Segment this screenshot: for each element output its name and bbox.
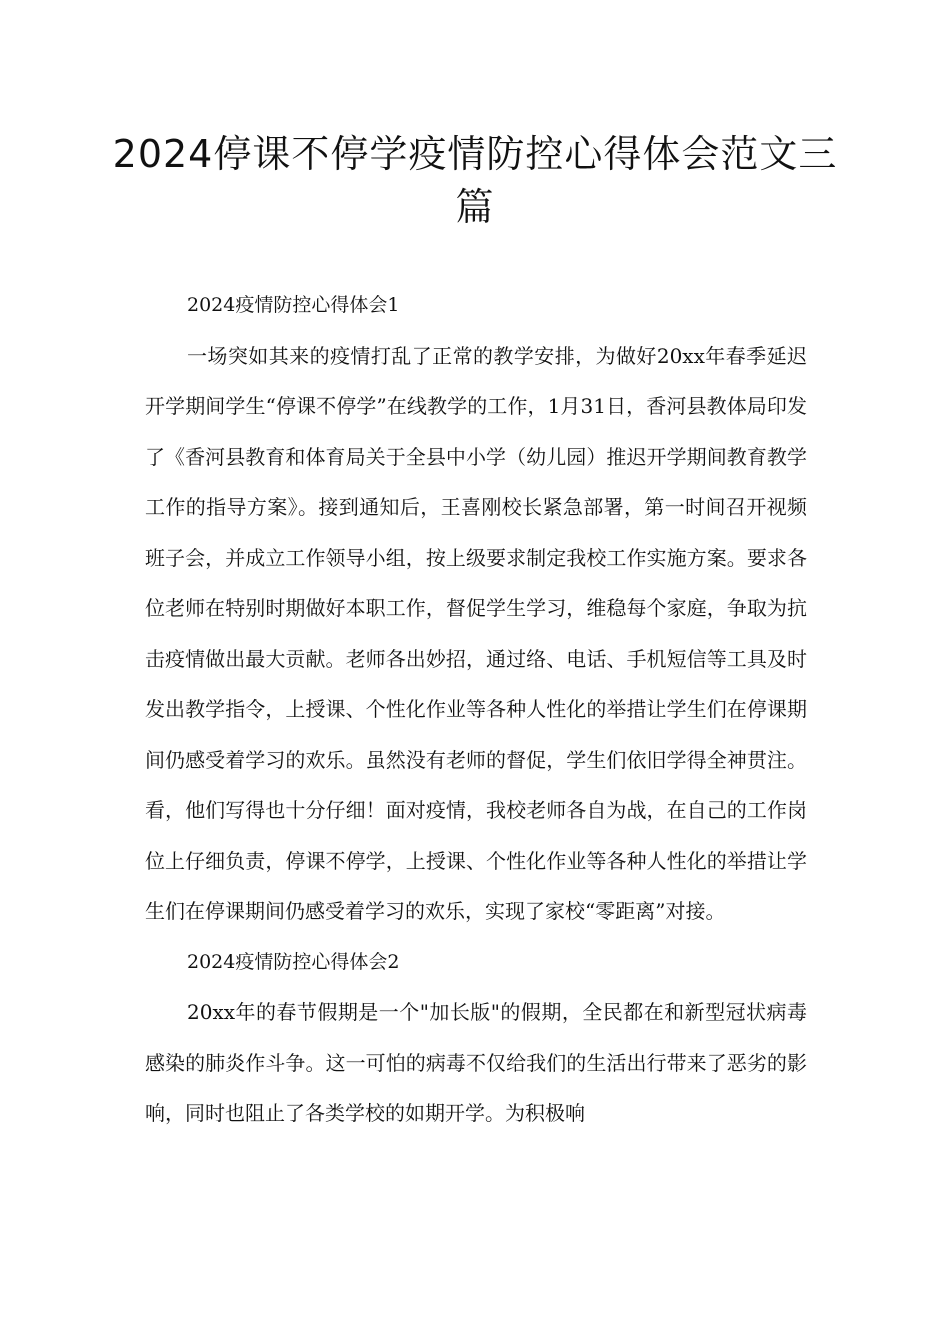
section-heading-2: 2024疫情防控心得体会2 [187,950,400,973]
section-heading-1: 2024疫情防控心得体会1 [187,294,400,316]
section-paragraph-2: 20xx年的春节假期是一个"加长版"的假期，全民都在和新型冠状病毒感染的肺炎作斗争。这一可怕的病毒不仅给我们的生活出行带来了恶劣的影响，同时也阻止了各类学校的如期开学。为积极响 [145,1000,807,1125]
section-paragraph-1: 一场突如其来的疫情打乱了正常的教学安排，为做好20xx年春季延迟开学期间学生“停课不停学”在线教学的工作，1月31日，香河县教体局印发了《香河县教育和体育局关于全县中小学（幼儿园）推迟开学期间教育教学工作的指导方案》。接到通知后，王喜刚校长紧急部署，第一时间召开视频班子会，并成立工作领导小组，按上级要求制定我校工作实施方案。要求各位老师在特别时期做好本职工作，督促学生学习，维稳每个家庭，争取为抗击疫情做出最大贡献。老师各出妙招，通过络、电话、手机短信等工具及时发出教学指令，上授课、个性化作业等各种人性化的举措让学生们在停课期间仍感受着学习的欢乐。虽然没有老师的督促，学生们依旧学得全神贯注。看，他们写得也十分仔细！面对疫情，我校老师各自为战，在自己的工作岗位上仔细负责，停课不停学，上授课、个性化作业等各种人性化的举措让学生们在停课期间仍感受着学习的欢乐，实现了家校“零距离”对接。 [145,343,807,923]
document-title: 2024停课不停学疫情防控心得体会范文三篇 [112,132,838,229]
document-body [145,280,807,1139]
